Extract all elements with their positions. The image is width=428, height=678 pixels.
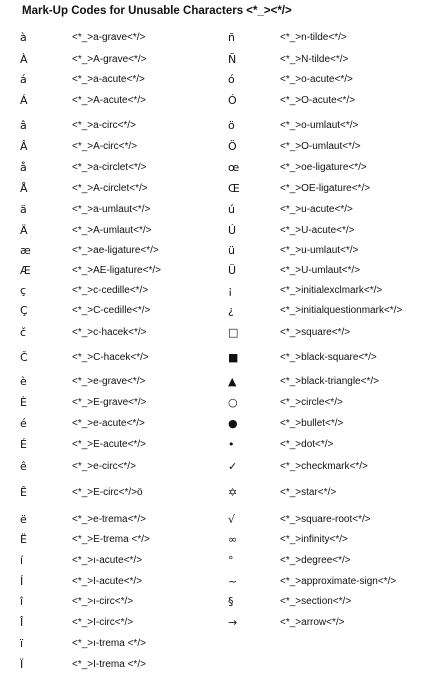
character-glyph: å (20, 161, 27, 174)
markup-code: <*_>arrow<*/> (280, 617, 345, 628)
character-glyph: Ç (20, 304, 28, 317)
markup-code: <*_>black-square<*/> (280, 352, 377, 363)
character-glyph: è (20, 375, 27, 388)
character-glyph: î (20, 595, 24, 608)
character-glyph: § (228, 595, 234, 608)
markup-code: <*_>A-umlaut<*/> (72, 225, 152, 236)
markup-code: <*_>I-circ<*/> (72, 617, 134, 628)
markup-code: <*_>A-grave<*/> (72, 54, 147, 65)
markup-code: <*_>square<*/> (280, 327, 351, 338)
markup-code: <*_>o-umlaut<*/> (280, 120, 359, 131)
markup-code: <*_>O-umlaut<*/> (280, 141, 361, 152)
character-glyph: À (20, 53, 28, 66)
markup-code: <*_>C-cedille<*/> (72, 305, 151, 316)
markup-code: <*_>dot<*/> (280, 439, 334, 450)
markup-code: <*_>E-acute<*/> (72, 439, 146, 450)
markup-code: <*_>ı-circ<*/> (72, 596, 134, 607)
markup-code: <*_>square-root<*/> (280, 514, 371, 525)
character-glyph: Î (20, 616, 24, 629)
character-glyph: ✓ (228, 460, 238, 473)
character-glyph: Â (20, 140, 28, 153)
markup-code: <*_>A-circ<*/> (72, 141, 138, 152)
character-glyph: Ö (228, 140, 237, 153)
character-glyph: â (20, 119, 27, 132)
markup-code: <*_>bullet<*/> (280, 418, 344, 429)
character-glyph: Á (20, 94, 28, 107)
character-glyph: ✡ (228, 486, 238, 499)
markup-code: <*_>a-acute<*/> (72, 74, 145, 85)
markup-code: <*_>ı-acute<*/> (72, 555, 143, 566)
markup-code: <*_>I-trema <*/> (72, 659, 146, 670)
character-glyph: ∞ (228, 533, 238, 546)
character-glyph: ñ (228, 31, 235, 44)
character-glyph: Ï (20, 658, 24, 671)
markup-code: <*_>checkmark<*/> (280, 461, 368, 472)
markup-code: <*_>c-hacek<*/> (72, 327, 147, 338)
character-glyph: ó (228, 73, 235, 86)
character-glyph: ■ (228, 351, 239, 364)
character-glyph: ë (20, 513, 27, 526)
markup-code: <*_>I-acute<*/> (72, 576, 143, 587)
markup-code: <*_>N-tilde<*/> (280, 54, 349, 65)
page-title: Mark-Up Codes for Unusable Characters <*_><*/> (22, 5, 292, 17)
markup-code: <*_>section<*/> (280, 596, 352, 607)
character-glyph: ¡ (228, 284, 233, 297)
markup-code: <*_>C-hacek<*/> (72, 352, 149, 363)
markup-code: <*_>o-acute<*/> (280, 74, 353, 85)
character-glyph: ä (20, 203, 27, 216)
character-glyph: Č (20, 351, 28, 364)
markup-code: <*_>A-circlet<*/> (72, 183, 148, 194)
markup-code: <*_>approximate-sign<*/> (280, 576, 397, 587)
markup-code: <*_>ı-trema <*/> (72, 638, 146, 649)
character-glyph: • (228, 438, 235, 451)
markup-code: <*_>n-tilde<*/> (280, 32, 347, 43)
character-glyph: Æ (20, 264, 31, 277)
character-glyph: č (20, 326, 27, 339)
character-glyph: Ê (20, 486, 27, 499)
markup-code: <*_>a-circlet<*/> (72, 162, 147, 173)
character-glyph: ○ (228, 396, 238, 409)
markup-code: <*_>oe-ligature<*/> (280, 162, 367, 173)
character-glyph: Ä (20, 224, 28, 237)
markup-code: <*_>a-umlaut<*/> (72, 204, 151, 215)
character-glyph: ~ (228, 575, 238, 588)
character-glyph: ü (228, 244, 235, 257)
markup-code: <*_>E-trema <*/> (72, 534, 150, 545)
markup-code: <*_>e-circ<*/> (72, 461, 136, 472)
markup-code: <*_>A-acute<*/> (72, 95, 146, 106)
markup-code: <*_>a-grave<*/> (72, 32, 146, 43)
markup-code: <*_>u-acute<*/> (280, 204, 353, 215)
markup-code: <*_>U-umlaut<*/> (280, 265, 361, 276)
character-glyph: → (228, 616, 238, 629)
character-glyph: Í (20, 575, 24, 588)
character-glyph: à (20, 31, 27, 44)
character-glyph: Ó (228, 94, 237, 107)
character-glyph: ● (228, 417, 238, 430)
markup-code: <*_>e-trema<*/> (72, 514, 146, 525)
character-glyph: ç (20, 284, 27, 297)
markup-code: <*_>OE-ligature<*/> (280, 183, 371, 194)
character-glyph: Å (20, 182, 28, 195)
character-glyph: í (20, 554, 24, 567)
markup-code: <*_>E-circ<*/>ö (72, 487, 143, 498)
markup-code: <*_>E-grave<*/> (72, 397, 147, 408)
character-glyph: á (20, 73, 27, 86)
markup-code: <*_>c-cedille<*/> (72, 285, 149, 296)
markup-code: <*_>ae-ligature<*/> (72, 245, 159, 256)
character-glyph: Ú (228, 224, 237, 237)
character-glyph: ¿ (228, 304, 234, 317)
character-glyph: È (20, 396, 27, 409)
character-glyph: Œ (228, 182, 240, 195)
character-glyph: Ü (228, 264, 237, 277)
markup-code: <*_>circle<*/> (280, 397, 343, 408)
markup-code: <*_>AE-ligature<*/> (72, 265, 161, 276)
character-glyph: œ (228, 161, 240, 174)
character-glyph: ▲ (228, 375, 237, 388)
character-glyph: ö (228, 119, 235, 132)
markup-code: <*_>initialexclmark<*/> (280, 285, 383, 296)
markup-code: <*_>degree<*/> (280, 555, 351, 566)
character-glyph: ï (20, 637, 24, 650)
character-glyph: é (20, 417, 27, 430)
markup-code: <*_>U-acute<*/> (280, 225, 355, 236)
markup-code: <*_>e-acute<*/> (72, 418, 145, 429)
character-glyph: □ (228, 326, 239, 339)
markup-code: <*_>star<*/> (280, 487, 337, 498)
character-glyph: Ñ (228, 53, 237, 66)
markup-code: <*_>infinity<*/> (280, 534, 348, 545)
character-glyph: É (20, 438, 27, 451)
markup-code: <*_>black-triangle<*/> (280, 376, 379, 387)
markup-code: <*_>e-grave<*/> (72, 376, 146, 387)
markup-code: <*_>initialquestionmark<*/> (280, 305, 403, 316)
character-glyph: Ë (20, 533, 27, 546)
character-glyph: √ (228, 513, 236, 526)
markup-code: <*_>u-umlaut<*/> (280, 245, 359, 256)
character-glyph: ° (228, 554, 234, 567)
character-glyph: ú (228, 203, 235, 216)
markup-code: <*_>a-circ<*/> (72, 120, 136, 131)
character-glyph: æ (20, 244, 31, 257)
markup-code: <*_>O-acute<*/> (280, 95, 356, 106)
character-glyph: ê (20, 460, 27, 473)
